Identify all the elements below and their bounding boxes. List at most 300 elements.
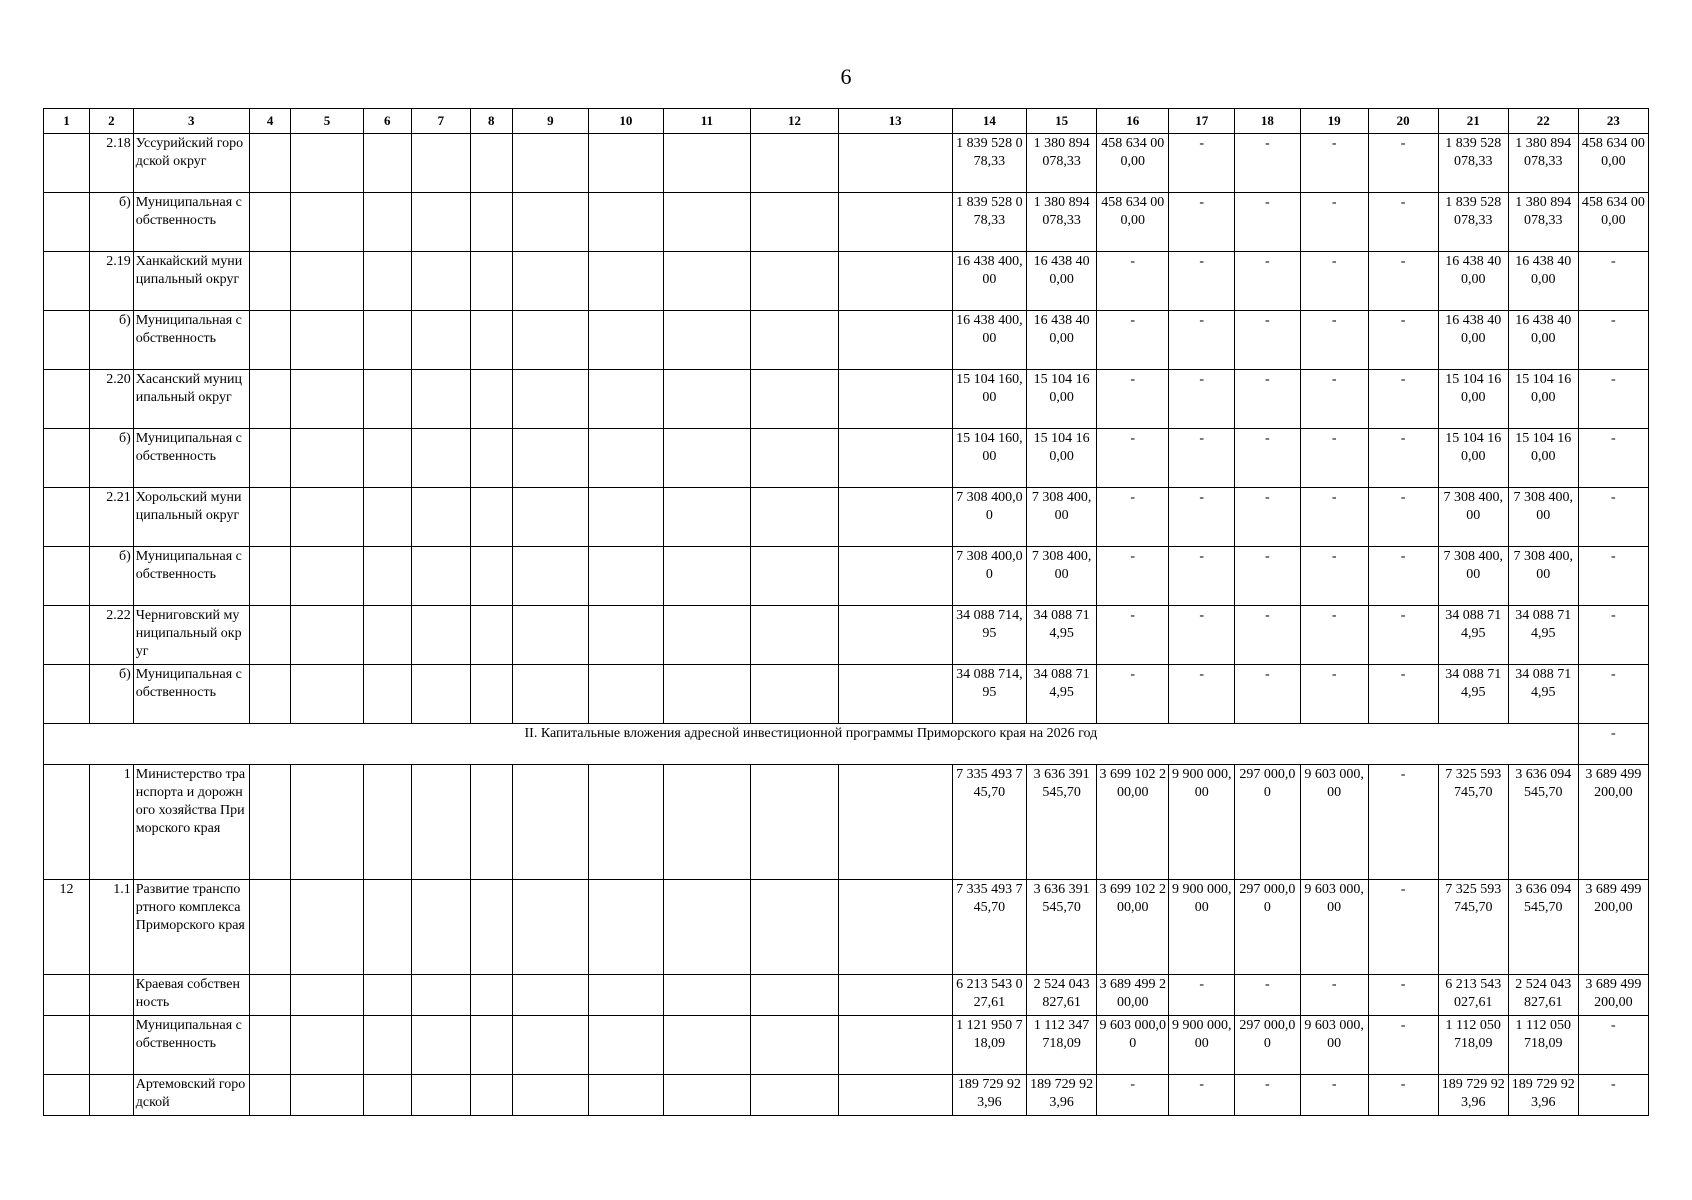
table-cell-col-15: 34 088 714,95 [1027,665,1097,724]
table-cell-col-13 [838,880,952,975]
table-cell-col-13 [838,1075,952,1116]
table-cell-col-15: 3 636 391 545,70 [1027,880,1097,975]
table-cell-col-7 [411,665,470,724]
table-cell-col-19: - [1300,252,1368,311]
table-cell-col-11 [663,547,751,606]
table-row [44,665,1649,724]
table-cell-col-11 [663,429,751,488]
table-cell-col-15: 16 438 400,00 [1027,311,1097,370]
table-cell-col-5 [291,765,363,880]
table-cell-col-1 [44,488,90,547]
section-title: II. Капитальные вложения адресной инвестиционной программы Приморского края на 2026 год [44,724,1579,765]
table-cell-col-9 [512,1075,589,1116]
table-cell-col-2 [89,1016,133,1075]
table-cell-col-15: 15 104 160,00 [1027,370,1097,429]
table-cell-col-1 [44,1016,90,1075]
table-cell-col-15: 15 104 160,00 [1027,429,1097,488]
investment-table [43,108,1649,1116]
table-cell-col-5 [291,488,363,547]
table-cell-col-19: - [1300,429,1368,488]
table-cell-col-20: - [1368,193,1438,252]
table-cell-col-14: 7 308 400,00 [952,547,1026,606]
table-cell-col-5 [291,606,363,665]
table-cell-col-12 [751,975,839,1016]
table-cell-col-10 [589,134,663,193]
column-header-9: 9 [512,109,589,134]
table-cell-col-20: - [1368,975,1438,1016]
table-cell-col-3: Развитие транспортного комплекса Приморского края [133,880,249,975]
table-cell-col-6 [363,252,411,311]
table-cell-col-18: 297 000,00 [1235,765,1301,880]
table-cell-col-7 [411,606,470,665]
table-cell-col-16: - [1097,252,1169,311]
table-cell-col-7 [411,975,470,1016]
column-header-3: 3 [133,109,249,134]
table-cell-col-16: - [1097,429,1169,488]
table-cell-col-11 [663,1075,751,1116]
table-cell-col-6 [363,134,411,193]
table-cell-col-17: 9 900 000,00 [1169,765,1235,880]
table-cell-col-5 [291,1016,363,1075]
table-cell-col-7 [411,134,470,193]
table-cell-col-16: 458 634 000,00 [1097,193,1169,252]
table-cell-col-17: - [1169,134,1235,193]
table-cell-col-21: 15 104 160,00 [1438,370,1508,429]
table-cell-col-8 [470,1016,512,1075]
table-cell-col-16: - [1097,1075,1169,1116]
table-cell-col-15: 7 308 400,00 [1027,547,1097,606]
table-cell-col-22: 2 524 043 827,61 [1508,975,1578,1016]
table-cell-col-18: - [1235,252,1301,311]
table-cell-col-16: - [1097,547,1169,606]
table-cell-col-23: - [1578,370,1648,429]
table-cell-col-16: - [1097,311,1169,370]
table-cell-col-16: 3 699 102 200,00 [1097,880,1169,975]
table-cell-col-15: 1 380 894 078,33 [1027,193,1097,252]
table-cell-col-9 [512,252,589,311]
table-cell-col-5 [291,880,363,975]
column-header-5: 5 [291,109,363,134]
table-cell-col-19: 9 603 000,00 [1300,765,1368,880]
table-cell-col-18: - [1235,975,1301,1016]
table-cell-col-23: - [1578,488,1648,547]
table-cell-col-3: Черниговский муниципальный округ [133,606,249,665]
table-cell-col-9 [512,370,589,429]
table-cell-col-15: 189 729 923,96 [1027,1075,1097,1116]
table-cell-col-1: 12 [44,880,90,975]
table-cell-col-6 [363,1075,411,1116]
table-cell-col-1 [44,1075,90,1116]
table-cell-col-21: 7 325 593 745,70 [1438,880,1508,975]
table-cell-col-8 [470,765,512,880]
table-cell-col-3: Муниципальная собственность [133,665,249,724]
table-cell-col-4 [249,880,291,975]
table-cell-col-23: 3 689 499 200,00 [1578,880,1648,975]
table-cell-col-17: 9 900 000,00 [1169,880,1235,975]
table-cell-col-17: - [1169,975,1235,1016]
table-cell-col-15: 16 438 400,00 [1027,252,1097,311]
table-cell-col-14: 1 839 528 078,33 [952,134,1026,193]
table-cell-col-19: - [1300,193,1368,252]
table-cell-col-14: 7 335 493 745,70 [952,880,1026,975]
table-cell-col-21: 1 839 528 078,33 [1438,193,1508,252]
table-cell-col-2: 1 [89,765,133,880]
column-header-22: 22 [1508,109,1578,134]
table-cell-col-9 [512,975,589,1016]
table-cell-col-19: - [1300,311,1368,370]
table-cell-col-9 [512,488,589,547]
table-cell-col-14: 7 335 493 745,70 [952,765,1026,880]
table-cell-col-12 [751,252,839,311]
table-row [44,134,1649,193]
table-cell-col-8 [470,880,512,975]
table-cell-col-23: - [1578,1075,1648,1116]
table-cell-col-23: 458 634 000,00 [1578,134,1648,193]
table-cell-col-13 [838,1016,952,1075]
table-cell-col-18: - [1235,370,1301,429]
table-cell-col-8 [470,311,512,370]
table-cell-col-18: - [1235,547,1301,606]
table-cell-col-15: 2 524 043 827,61 [1027,975,1097,1016]
table-cell-col-14: 7 308 400,00 [952,488,1026,547]
table-cell-col-22: 1 380 894 078,33 [1508,193,1578,252]
table-cell-col-11 [663,975,751,1016]
column-header-11: 11 [663,109,751,134]
table-cell-col-16: - [1097,606,1169,665]
table-cell-col-21: 16 438 400,00 [1438,311,1508,370]
table-cell-col-21: 34 088 714,95 [1438,606,1508,665]
table-cell-col-5 [291,370,363,429]
table-cell-col-11 [663,1016,751,1075]
table-cell-col-21: 1 839 528 078,33 [1438,134,1508,193]
table-cell-col-6 [363,429,411,488]
table-cell-col-23: - [1578,429,1648,488]
table-cell-col-8 [470,665,512,724]
table-cell-col-16: 458 634 000,00 [1097,134,1169,193]
column-header-21: 21 [1438,109,1508,134]
table-cell-col-12 [751,880,839,975]
table-cell-col-10 [589,311,663,370]
table-cell-col-14: 16 438 400,00 [952,252,1026,311]
table-cell-col-8 [470,252,512,311]
table-row [44,606,1649,665]
table-cell-col-22: 16 438 400,00 [1508,252,1578,311]
table-cell-col-13 [838,134,952,193]
table-cell-col-3: Хорольский муниципальный округ [133,488,249,547]
column-header-18: 18 [1235,109,1301,134]
table-cell-col-14: 34 088 714,95 [952,665,1026,724]
table-cell-col-12 [751,765,839,880]
table-cell-col-18: - [1235,134,1301,193]
table-cell-col-18: - [1235,311,1301,370]
table-cell-col-4 [249,1016,291,1075]
table-cell-col-17: - [1169,665,1235,724]
table-cell-col-20: - [1368,134,1438,193]
column-header-8: 8 [470,109,512,134]
table-cell-col-5 [291,134,363,193]
table-cell-col-4 [249,311,291,370]
table-cell-col-4 [249,606,291,665]
table-cell-col-23: - [1578,252,1648,311]
table-cell-col-5 [291,975,363,1016]
table-cell-col-3: Муниципальная собственность [133,547,249,606]
table-cell-col-21: 7 308 400,00 [1438,488,1508,547]
table-cell-col-4 [249,193,291,252]
table-cell-col-20: - [1368,370,1438,429]
table-cell-col-11 [663,880,751,975]
table-cell-col-11 [663,311,751,370]
table-cell-col-13 [838,765,952,880]
table-cell-col-10 [589,193,663,252]
table-cell-col-20: - [1368,606,1438,665]
table-cell-col-1 [44,193,90,252]
table-cell-col-10 [589,1075,663,1116]
table-cell-col-4 [249,665,291,724]
table-cell-col-21: 15 104 160,00 [1438,429,1508,488]
table-cell-col-23: - [1578,665,1648,724]
table-cell-col-4 [249,975,291,1016]
table-cell-col-14: 1 121 950 718,09 [952,1016,1026,1075]
table-cell-col-14: 15 104 160,00 [952,429,1026,488]
table-cell-col-21: 6 213 543 027,61 [1438,975,1508,1016]
table-cell-col-5 [291,429,363,488]
table-cell-col-7 [411,765,470,880]
table-cell-col-7 [411,311,470,370]
table-cell-col-22: 189 729 923,96 [1508,1075,1578,1116]
table-cell-col-12 [751,1016,839,1075]
table-cell-col-9 [512,547,589,606]
table-cell-col-20: - [1368,252,1438,311]
table-cell-col-12 [751,370,839,429]
table-cell-col-21: 7 325 593 745,70 [1438,765,1508,880]
column-header-13: 13 [838,109,952,134]
table-cell-col-20: - [1368,765,1438,880]
table-cell-col-18: 297 000,00 [1235,880,1301,975]
table-cell-col-9 [512,765,589,880]
table-cell-col-6 [363,665,411,724]
table-cell-col-6 [363,311,411,370]
table-cell-col-2: 2.19 [89,252,133,311]
table-cell-col-2: б) [89,193,133,252]
table-cell-col-17: - [1169,193,1235,252]
table-cell-col-8 [470,488,512,547]
table-row [44,547,1649,606]
table-cell-col-9 [512,429,589,488]
table-cell-col-10 [589,370,663,429]
table-cell-col-10 [589,765,663,880]
table-cell-col-16: 3 699 102 200,00 [1097,765,1169,880]
header-row [44,109,1649,134]
table-cell-col-11 [663,252,751,311]
table-cell-col-10 [589,665,663,724]
table-cell-col-13 [838,488,952,547]
table-cell-col-13 [838,665,952,724]
table-cell-col-5 [291,193,363,252]
table-cell-col-17: - [1169,252,1235,311]
table-cell-col-2: б) [89,665,133,724]
table-cell-col-15: 7 308 400,00 [1027,488,1097,547]
table-cell-col-6 [363,880,411,975]
column-header-16: 16 [1097,109,1169,134]
table-cell-col-11 [663,606,751,665]
table-cell-col-14: 16 438 400,00 [952,311,1026,370]
table-cell-col-22: 3 636 094 545,70 [1508,765,1578,880]
table-cell-col-3: Муниципальная собственность [133,1016,249,1075]
table-cell-col-23: 3 689 499 200,00 [1578,765,1648,880]
table-cell-col-16: - [1097,665,1169,724]
table-cell-col-3: Ханкайский муниципальный округ [133,252,249,311]
table-cell-col-19: - [1300,665,1368,724]
table-row [44,488,1649,547]
table-cell-col-17: 9 900 000,00 [1169,1016,1235,1075]
table-cell-col-7 [411,880,470,975]
table-cell-col-12 [751,193,839,252]
table-cell-col-14: 189 729 923,96 [952,1075,1026,1116]
table-cell-col-22: 1 380 894 078,33 [1508,134,1578,193]
table-cell-col-12 [751,429,839,488]
table-cell-col-4 [249,370,291,429]
table-cell-col-12 [751,547,839,606]
table-cell-col-17: - [1169,311,1235,370]
section-cell-col-23: - [1578,724,1648,765]
table-cell-col-2: 2.21 [89,488,133,547]
table-cell-col-11 [663,665,751,724]
table-cell-col-1 [44,765,90,880]
table-cell-col-7 [411,193,470,252]
table-cell-col-8 [470,429,512,488]
table-cell-col-8 [470,370,512,429]
table-cell-col-2: 2.20 [89,370,133,429]
table-cell-col-23: 458 634 000,00 [1578,193,1648,252]
table-cell-col-12 [751,488,839,547]
table-cell-col-23: 3 689 499 200,00 [1578,975,1648,1016]
table-cell-col-20: - [1368,880,1438,975]
column-header-17: 17 [1169,109,1235,134]
table-cell-col-12 [751,606,839,665]
table-cell-col-23: - [1578,1016,1648,1075]
table-cell-col-6 [363,1016,411,1075]
table-cell-col-16: - [1097,370,1169,429]
table-cell-col-4 [249,547,291,606]
table-cell-col-9 [512,880,589,975]
table-cell-col-6 [363,765,411,880]
table-cell-col-21: 16 438 400,00 [1438,252,1508,311]
table-cell-col-22: 34 088 714,95 [1508,606,1578,665]
table-cell-col-13 [838,370,952,429]
table-cell-col-13 [838,193,952,252]
table-cell-col-2: б) [89,547,133,606]
table-cell-col-19: 9 603 000,00 [1300,880,1368,975]
page-number: 6 [840,64,852,89]
table-cell-col-10 [589,252,663,311]
table-cell-col-9 [512,606,589,665]
table-cell-col-13 [838,547,952,606]
table-cell-col-4 [249,252,291,311]
column-header-12: 12 [751,109,839,134]
table-cell-col-13 [838,311,952,370]
table-cell-col-3: Уссурийский городской округ [133,134,249,193]
table-cell-col-5 [291,1075,363,1116]
table-cell-col-2: б) [89,429,133,488]
table-cell-col-9 [512,134,589,193]
column-header-10: 10 [589,109,663,134]
column-header-1: 1 [44,109,90,134]
table-cell-col-10 [589,1016,663,1075]
table-cell-col-1 [44,547,90,606]
table-cell-col-22: 15 104 160,00 [1508,429,1578,488]
table-cell-col-18: 297 000,00 [1235,1016,1301,1075]
table-cell-col-7 [411,1016,470,1075]
table-cell-col-19: - [1300,547,1368,606]
column-header-15: 15 [1027,109,1097,134]
table-cell-col-17: - [1169,488,1235,547]
table-cell-col-18: - [1235,1075,1301,1116]
table-cell-col-3: Муниципальная собственность [133,311,249,370]
table-cell-col-12 [751,134,839,193]
table-cell-col-18: - [1235,429,1301,488]
table-cell-col-15: 3 636 391 545,70 [1027,765,1097,880]
table-cell-col-17: - [1169,606,1235,665]
table-cell-col-3: Муниципальная собственность [133,429,249,488]
table-cell-col-12 [751,665,839,724]
table-cell-col-22: 7 308 400,00 [1508,547,1578,606]
table-cell-col-18: - [1235,193,1301,252]
table-cell-col-20: - [1368,547,1438,606]
table-cell-col-2 [89,975,133,1016]
table-cell-col-22: 7 308 400,00 [1508,488,1578,547]
table-cell-col-7 [411,488,470,547]
table-cell-col-14: 1 839 528 078,33 [952,193,1026,252]
table-cell-col-11 [663,193,751,252]
table-cell-col-12 [751,1075,839,1116]
column-header-20: 20 [1368,109,1438,134]
table-cell-col-19: - [1300,606,1368,665]
table-cell-col-11 [663,488,751,547]
table-cell-col-1 [44,975,90,1016]
table-cell-col-8 [470,547,512,606]
table-row [44,880,1649,975]
table-cell-col-6 [363,547,411,606]
table-cell-col-23: - [1578,547,1648,606]
table-cell-col-17: - [1169,429,1235,488]
column-header-6: 6 [363,109,411,134]
column-header-2: 2 [89,109,133,134]
table-cell-col-10 [589,880,663,975]
table-cell-col-6 [363,606,411,665]
table-cell-col-3: Муниципальная собственность [133,193,249,252]
table-cell-col-21: 1 112 050 718,09 [1438,1016,1508,1075]
table-cell-col-7 [411,370,470,429]
table-cell-col-18: - [1235,665,1301,724]
table-cell-col-23: - [1578,311,1648,370]
table-cell-col-19: - [1300,370,1368,429]
table-cell-col-18: - [1235,488,1301,547]
table-cell-col-4 [249,429,291,488]
table-cell-col-14: 6 213 543 027,61 [952,975,1026,1016]
table-cell-col-11 [663,134,751,193]
table-cell-col-13 [838,429,952,488]
table-cell-col-2: б) [89,311,133,370]
table-cell-col-15: 1 112 347 718,09 [1027,1016,1097,1075]
table-cell-col-6 [363,488,411,547]
table-cell-col-17: - [1169,1075,1235,1116]
table-cell-col-13 [838,606,952,665]
table-cell-col-9 [512,1016,589,1075]
table-cell-col-4 [249,488,291,547]
table-cell-col-10 [589,975,663,1016]
table-cell-col-8 [470,606,512,665]
table-cell-col-9 [512,193,589,252]
